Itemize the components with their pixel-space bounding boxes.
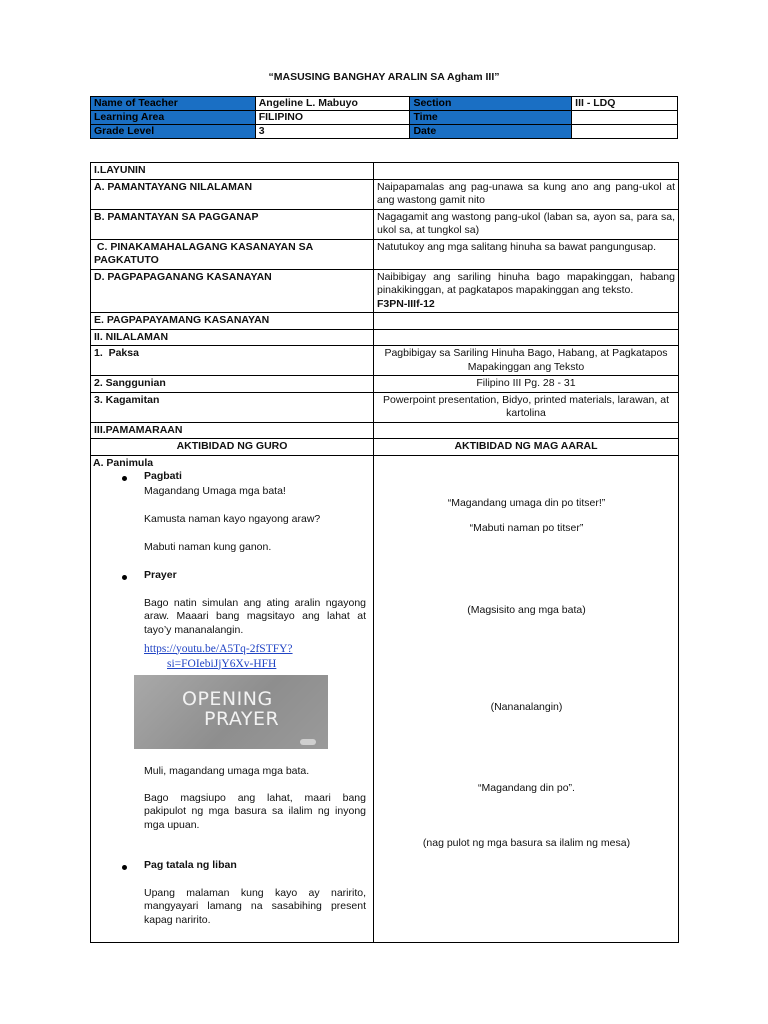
thumbnail-title-line2: PRAYER <box>204 707 280 730</box>
greeting-line: Magandang Umaga mga bata! <box>144 484 286 497</box>
response-magsisito: (Magsisito ang mga bata) <box>467 603 586 616</box>
video-link-line1[interactable]: https://youtu.be/A5Tq-2fSTFY? <box>144 642 293 655</box>
aaral-header: AKTIBIDAD NG MAG AARAL <box>374 439 679 456</box>
teacher-info-table <box>90 96 678 139</box>
prayer-text: Bago natin simulan ang ating aralin ngayong araw. Maaari bang magsitayo ang lahat at tayo’y mananalangin. <box>144 596 366 636</box>
pagpapaganang-kasanayan-value: Naibibigay ang sariling hinuha bago mapakinggan, habang pinakikinggan, at pagkatapos mapakinggan ang teksto. <box>377 270 675 296</box>
date-value <box>572 125 678 139</box>
bullet-icon <box>122 575 127 580</box>
row-pamantayang-nilalaman <box>91 179 679 209</box>
row-layunin <box>91 163 679 180</box>
row-activities <box>91 455 679 942</box>
video-link-line2[interactable]: si=FOIebiJjY6Xv-HFH <box>167 657 277 670</box>
grade-label: Grade Level <box>91 125 256 139</box>
layunin-heading: I.LAYUNIN <box>91 163 374 180</box>
info-row-name <box>91 97 678 111</box>
pagpapayamang-kasanayan-label: E. PAGPAPAYAMANG KASANAYAN <box>91 313 374 330</box>
grade-value: 3 <box>255 125 410 139</box>
response-nag-pulot: (nag pulot ng mga basura sa ilalim ng mesa) <box>422 836 631 849</box>
muli-line: Muli, magandang umaga mga bata. <box>144 764 310 777</box>
section-value: III - LDQ <box>572 97 678 111</box>
pagbati-heading: Pagbati <box>144 469 182 482</box>
name-value: Angeline L. Mabuyo <box>255 97 410 111</box>
row-activity-headers <box>91 439 679 456</box>
kagamitan-label: 3. Kagamitan <box>91 392 374 422</box>
response-greeting: “Magandang umaga din po titser!” <box>447 496 606 509</box>
opening-prayer-video-thumbnail[interactable] <box>134 675 328 749</box>
kagamitan-value: Powerpoint presentation, Bidyo, printed materials, larawan, at kartolina <box>374 392 679 422</box>
tatala-heading: Pag tatala ng liban <box>144 858 237 871</box>
paksa-label: 1. Paksa <box>91 346 374 376</box>
sanggunian-label: 2. Sanggunian <box>91 376 374 393</box>
kasanayan-sa-pagkatuto-label: C. PINAKAMAHALAGANG KASANAYAN SA PAGKATUTO <box>91 239 374 269</box>
info-row-grade <box>91 125 678 139</box>
response-magandang: “Magandang din po”. <box>478 781 575 794</box>
date-label: Date <box>410 125 572 139</box>
pamantayan-sa-pagganap-label: B. PAMANTAYAN SA PAGGANAP <box>91 209 374 239</box>
basura-instruction: Bago magsiupo ang lahat, maari bang pakipulot ng mga basura sa ilalim ng inyong mga upuan. <box>144 791 366 831</box>
pamantayan-sa-pagganap-value: Nagagamit ang wastong pang-ukol (laban sa, ayon sa, para sa, ukol sa, at tungkol sa) <box>374 209 679 239</box>
response-nananalangin: (Nananalangin) <box>490 700 563 713</box>
prayer-heading: Prayer <box>144 568 177 581</box>
name-label: Name of Teacher <box>91 97 256 111</box>
row-nilalaman <box>91 329 679 346</box>
row-pagpapayamang-kasanayan <box>91 313 679 330</box>
watermark-icon <box>300 739 316 745</box>
kasanayan-sa-pagkatuto-value: Natutukoy ang mga salitang hinuha sa bawat pangungusap. <box>374 239 679 269</box>
pamantayang-nilalaman-value: Naipapamalas ang pag-unawa sa kung ano ang pang-ukol at ang wastong gamit nito <box>374 179 679 209</box>
row-pagpapaganang-kasanayan <box>91 269 679 313</box>
guro-header: AKTIBIDAD NG GURO <box>91 439 374 456</box>
pamamaraan-heading: III.PAMAMARAAN <box>91 422 374 439</box>
document-title: “MASUSING BANGHAY ARALIN SA Agham III” <box>268 71 500 83</box>
row-kagamitan <box>91 392 679 422</box>
bullet-icon <box>122 476 127 481</box>
paksa-value: Pagbibigay sa Sariling Hinuha Bago, Habang, at Pagkatapos Mapakinggan ang Teksto <box>374 346 679 376</box>
time-value <box>572 111 678 125</box>
guro-activities <box>91 455 374 942</box>
info-row-area <box>91 111 678 125</box>
lesson-plan-table <box>90 162 679 943</box>
response-mabuti: “Mabuti naman po titser” <box>469 521 584 534</box>
tatala-text: Upang malaman kung kayo ay naririto, mangyayari lamang na sasabihing present kapag naririto. <box>144 886 366 926</box>
nilalaman-heading: II. NILALAMAN <box>91 329 374 346</box>
competency-code: F3PN-IIIf-12 <box>377 297 435 310</box>
pamantayang-nilalaman-label: A. PAMANTAYANG NILALAMAN <box>91 179 374 209</box>
area-label: Learning Area <box>91 111 256 125</box>
kamusta-line: Kamusta naman kayo ngayong araw? <box>144 512 321 525</box>
bullet-icon <box>122 865 127 870</box>
time-label: Time <box>410 111 572 125</box>
panimula-heading: A. Panimula <box>93 456 154 469</box>
thumbnail-title-line1: OPENING <box>182 687 273 710</box>
pagpapaganang-kasanayan-label: D. PAGPAPAGANANG KASANAYAN <box>91 269 374 313</box>
row-paksa <box>91 346 679 376</box>
mabuti-line: Mabuti naman kung ganon. <box>144 540 272 553</box>
section-label: Section <box>410 97 572 111</box>
row-kasanayan-sa-pagkatuto <box>91 239 679 269</box>
row-pamantayan-sa-pagganap <box>91 209 679 239</box>
row-pamamaraan <box>91 422 679 439</box>
area-value: FILIPINO <box>255 111 410 125</box>
sanggunian-value: Filipino III Pg. 28 - 31 <box>374 376 679 393</box>
aaral-activities <box>374 455 679 942</box>
row-sanggunian <box>91 376 679 393</box>
